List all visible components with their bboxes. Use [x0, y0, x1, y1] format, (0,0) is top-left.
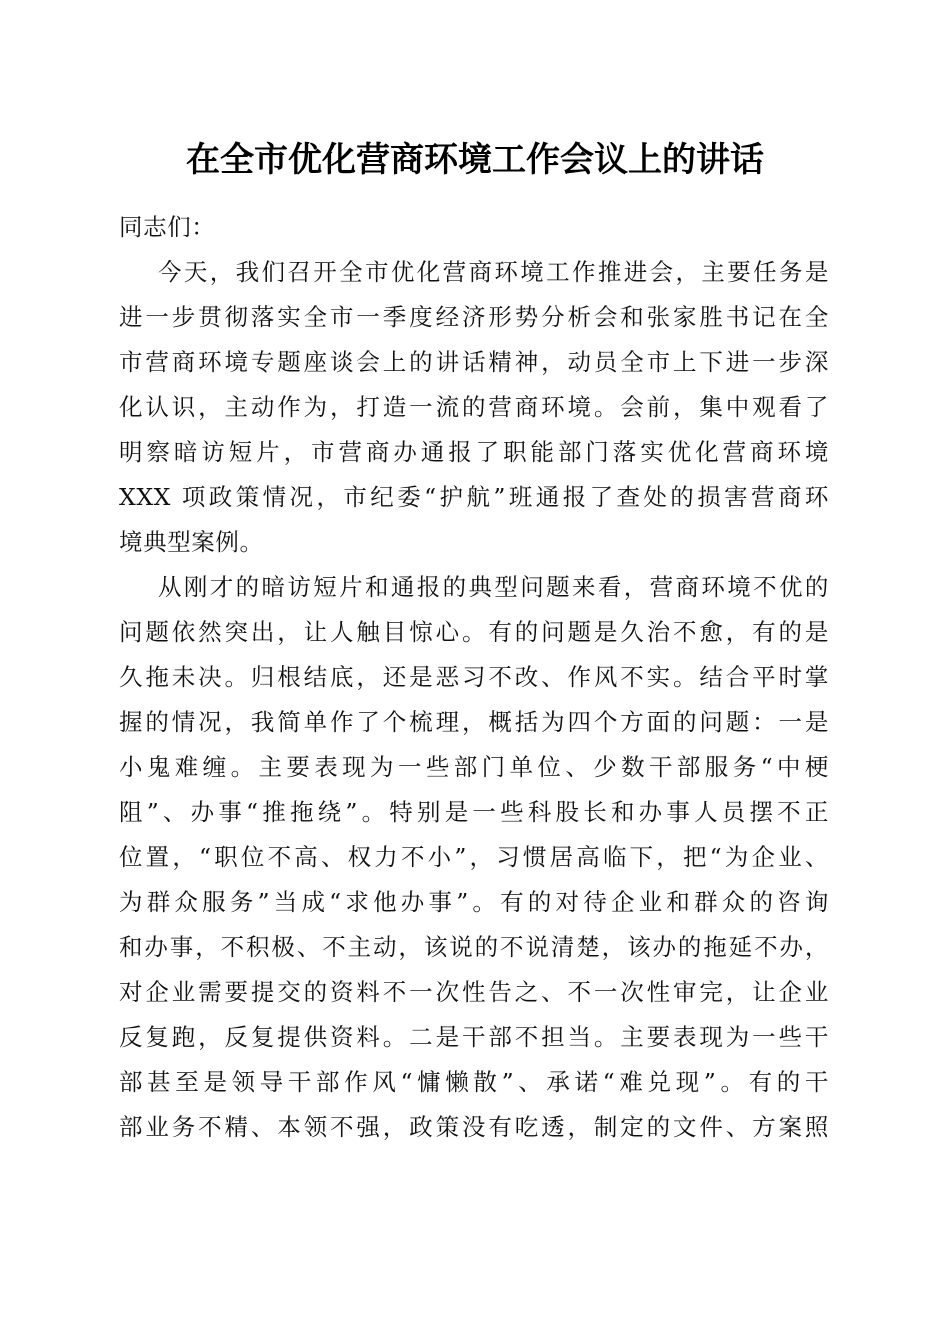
- text-line: 为群众服务”当成“求他办事”。有的对待企业和群众的咨询: [119, 888, 829, 916]
- text-line: 从刚才的暗访短片和通报的典型问题来看，营商环境不优的: [158, 573, 829, 601]
- text-line: 市营商环境专题座谈会上的讲话精神，动员全市上下进一步深: [119, 348, 829, 376]
- text-line: 和办事，不积极、不主动，该说的不说清楚，该办的拖延不办，: [119, 933, 829, 961]
- text-line: 部业务不精、本领不强，政策没有吃透，制定的文件、方案照: [119, 1113, 829, 1141]
- paragraph-2: [119, 565, 829, 1150]
- text-line: 明察暗访短片，市营商办通报了职能部门落实优化营商环境: [119, 438, 829, 466]
- paragraph-1: [119, 250, 829, 565]
- text-line: 对企业需要提交的资料不一次性告之、不一次性审完，让企业: [119, 978, 829, 1006]
- text-line: 问题依然突出，让人触目惊心。有的问题是久治不愈，有的是: [119, 618, 829, 646]
- document-body: [119, 205, 829, 1150]
- text-line: 位置，“职位不高、权力不小”，习惯居高临下，把“为企业、: [119, 843, 829, 871]
- text-line: 阻”、办事“推拖绕”。特别是一些科股长和办事人员摆不正: [119, 798, 829, 826]
- text-line: 部甚至是领导干部作风“慵懒散”、承诺“难兑现”。有的干: [119, 1068, 829, 1096]
- text-line: 进一步贯彻落实全市一季度经济形势分析会和张家胜书记在全: [119, 303, 829, 331]
- text-line: 化认识，主动作为，打造一流的营商环境。会前，集中观看了: [119, 393, 829, 421]
- greeting: 同志们：: [119, 213, 216, 241]
- document-title: 在全市优化营商环境工作会议上的讲话: [186, 140, 764, 180]
- text-line: 握的情况，我简单作了个梳理，概括为四个方面的问题：一是: [119, 708, 829, 736]
- text-line: 反复跑，反复提供资料。二是干部不担当。主要表现为一些干: [119, 1023, 829, 1051]
- text-line: 今天，我们召开全市优化营商环境工作推进会，主要任务是: [158, 258, 829, 286]
- text-line: 境典型案例。: [119, 528, 264, 556]
- text-line: 小鬼难缠。主要表现为一些部门单位、少数干部服务“中梗: [119, 753, 829, 781]
- text-line: XXX 项政策情况，市纪委“护航”班通报了查处的损害营商环: [119, 483, 829, 511]
- text-line: 久拖未决。归根结底，还是恶习不改、作风不实。结合平时掌: [119, 663, 829, 691]
